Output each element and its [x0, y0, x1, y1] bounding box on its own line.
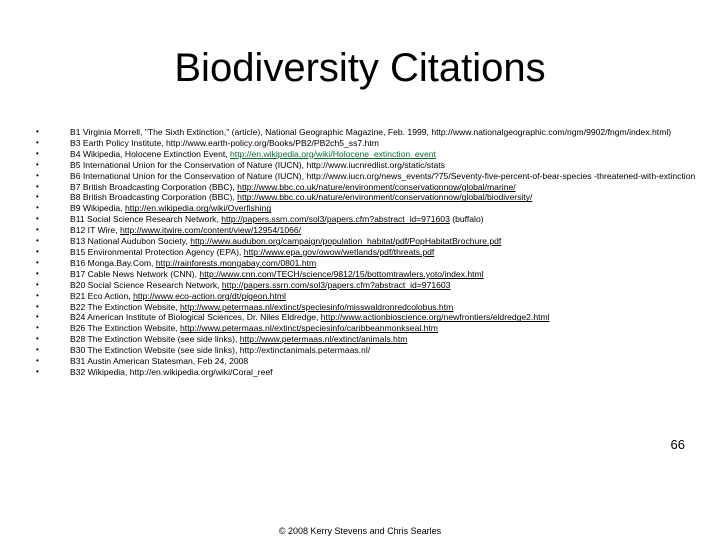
citation-item	[36, 171, 696, 182]
bullet-icon: •	[36, 366, 39, 376]
citation-link[interactable]: http://www.eco-action.org/dt/pigeon.html	[133, 290, 286, 301]
citation-link[interactable]: http://rainforests.mongabay.com/0801.htm	[155, 257, 317, 268]
citation-item	[36, 280, 696, 291]
citation-item	[36, 312, 696, 323]
bullet-icon: •	[36, 268, 39, 278]
bullet-icon: •	[36, 137, 39, 147]
bullet-icon: •	[36, 170, 39, 180]
bullet-icon: •	[36, 257, 39, 267]
citation-text: B22 The Extinction Website,	[70, 301, 181, 312]
citation-text: B13 National Audubon Society,	[70, 236, 191, 247]
citation-item	[36, 367, 696, 378]
citation-text: B32 Wikipedia, http://en.wikipedia.org/wiki/Coral_reef	[70, 366, 273, 377]
citation-item	[36, 203, 696, 214]
bullet-icon: •	[36, 127, 39, 136]
citation-item	[36, 345, 696, 356]
bullet-icon: •	[36, 334, 39, 344]
citation-item	[36, 291, 696, 302]
citation-text: B7 British Broadcasting Corporation (BBC),	[70, 181, 238, 192]
citation-list	[36, 127, 696, 378]
citation-link[interactable]: http://www.itwire.com/content/view/12954/1066/	[120, 225, 302, 236]
bullet-icon: •	[36, 225, 39, 235]
bullet-icon: •	[36, 290, 39, 300]
citation-text: B8 British Broadcasting Corporation (BBC),	[70, 192, 238, 203]
bullet-icon: •	[36, 148, 39, 158]
citation-text: B24 American Institute of Biological Sciences, Dr. Niles Eldredge,	[70, 312, 321, 323]
bullet-icon: •	[36, 345, 39, 355]
bullet-icon: •	[36, 159, 39, 169]
citation-link[interactable]: http://papers.ssrn.com/sol3/papers.cfm?abstract_id=971603	[221, 214, 450, 225]
citation-item	[36, 149, 696, 160]
citation-link[interactable]: http://www.epa.gov/owow/wetlands/pdf/threats.pdf	[243, 246, 435, 257]
bullet-icon: •	[36, 192, 39, 202]
citation-link[interactable]: http://en.wikipedia.org/wiki/Overfishing	[124, 203, 272, 214]
citation-link[interactable]: http://www.actionbioscience.org/newfrontiers/eldredge2.html	[320, 312, 550, 323]
citation-item	[36, 214, 696, 225]
citation-item	[36, 302, 696, 313]
citation-link[interactable]: http://www.petermaas.nl/extinct/speciesinfo/caribbeanmonkseal.htm	[180, 323, 438, 334]
citation-text: B1 Virginia Morrell, "The Sixth Extinction," (article), National Geographic Magazine, Feb. 1999, http://www.nationalgeographic.com/ngm/9902/fngm/index.html)	[70, 127, 672, 137]
citation-item	[36, 258, 696, 269]
citation-text: B30 The Extinction Website (see side links), http://extinctanimals.petermaas.nl/	[70, 345, 371, 356]
citation-item	[36, 225, 696, 236]
bullet-icon: •	[36, 323, 39, 333]
footer-copyright: © 2008 Kerry Stevens and Chris Searles	[278, 526, 442, 536]
bullet-icon: •	[36, 279, 39, 289]
citation-item	[36, 127, 696, 138]
citation-item	[36, 334, 696, 345]
citation-text: B15 Environmental Protection Agency (EPA),	[70, 246, 244, 257]
citation-link[interactable]: http://papers.ssrn.com/sol3/papers.cfm?abstract_id=971603	[221, 279, 451, 290]
citation-text: B21 Eco Action,	[70, 290, 134, 301]
citation-item	[36, 356, 696, 367]
citation-item	[36, 138, 696, 149]
bullet-icon: •	[36, 203, 39, 213]
citation-link[interactable]: http://www.audubon.org/campaign/population_habitat/pdf/PopHabitatBrochure.pdf	[190, 236, 502, 247]
bullet-icon: •	[36, 236, 39, 246]
citation-text: B5 International Union for the Conservation of Nature (IUCN), http://www.iucnredlist.org/static/stats	[70, 159, 445, 170]
citation-item	[36, 269, 696, 280]
citation-text: B17 Cable News Network (CNN),	[70, 268, 200, 279]
bullet-icon: •	[36, 246, 39, 256]
slide-title: Biodiversity Citations	[174, 46, 546, 90]
bullet-icon: •	[36, 356, 39, 366]
citation-text: B9 Wikipedia,	[70, 203, 125, 214]
citation-item	[36, 323, 696, 334]
bullet-icon: •	[36, 214, 39, 224]
citation-text: B12 IT Wire,	[70, 225, 120, 236]
citation-text: B4 Wikipedia, Holocene Extinction Event,	[70, 148, 231, 159]
bullet-icon: •	[36, 301, 39, 311]
citation-item	[36, 236, 696, 247]
citation-item	[36, 160, 696, 171]
bullet-icon: •	[36, 181, 39, 191]
citation-text: B28 The Extinction Website (see side links),	[70, 334, 240, 345]
citation-text: B31 Austin American Statesman, Feb 24, 2008	[70, 356, 249, 367]
citation-link[interactable]: http://www.petermaas.nl/extinct/animals.htm	[239, 334, 408, 345]
citation-text: B26 The Extinction Website,	[70, 323, 181, 334]
citation-item	[36, 182, 696, 193]
citation-text: B6 International Union for the Conservation of Nature (IUCN), http://www.iucn.org/news_events/?75/Seventy-five-percent-of-bear-species -threatened-with-extinction	[70, 170, 696, 181]
citation-link[interactable]: http://www.cnn.com/TECH/science/9812/15/bottomtrawlers.yoto/index.html	[199, 268, 484, 279]
citation-link[interactable]: http://www.bbc.co.uk/nature/environment/conservationnow/global/marine/	[237, 181, 516, 192]
citation-text: B20 Social Science Research Network,	[70, 279, 222, 290]
citation-text: B11 Social Science Research Network,	[70, 214, 222, 225]
bullet-icon: •	[36, 312, 39, 322]
citation-item	[36, 192, 696, 203]
citation-link[interactable]: http://www.bbc.co.uk/nature/environment/conservationnow/global/biodiversity/	[237, 192, 533, 203]
citation-text: B3 Earth Policy Institute, http://www.earth-policy.org/Books/PB2/PB2ch5_ss7.htm	[70, 137, 379, 148]
citation-link[interactable]: http://en.wikipedia.org/wiki/Holocene_extinction_event	[230, 148, 436, 159]
citation-note: (buffalo)	[449, 214, 484, 225]
page-number: 66	[670, 437, 685, 452]
citation-link[interactable]: http://www.petermaas.nl/extinct/speciesinfo/misswaldronredcolobus.htm	[180, 301, 454, 312]
citation-text: B16 Monga.Bay.Com,	[70, 257, 156, 268]
citation-item	[36, 247, 696, 258]
